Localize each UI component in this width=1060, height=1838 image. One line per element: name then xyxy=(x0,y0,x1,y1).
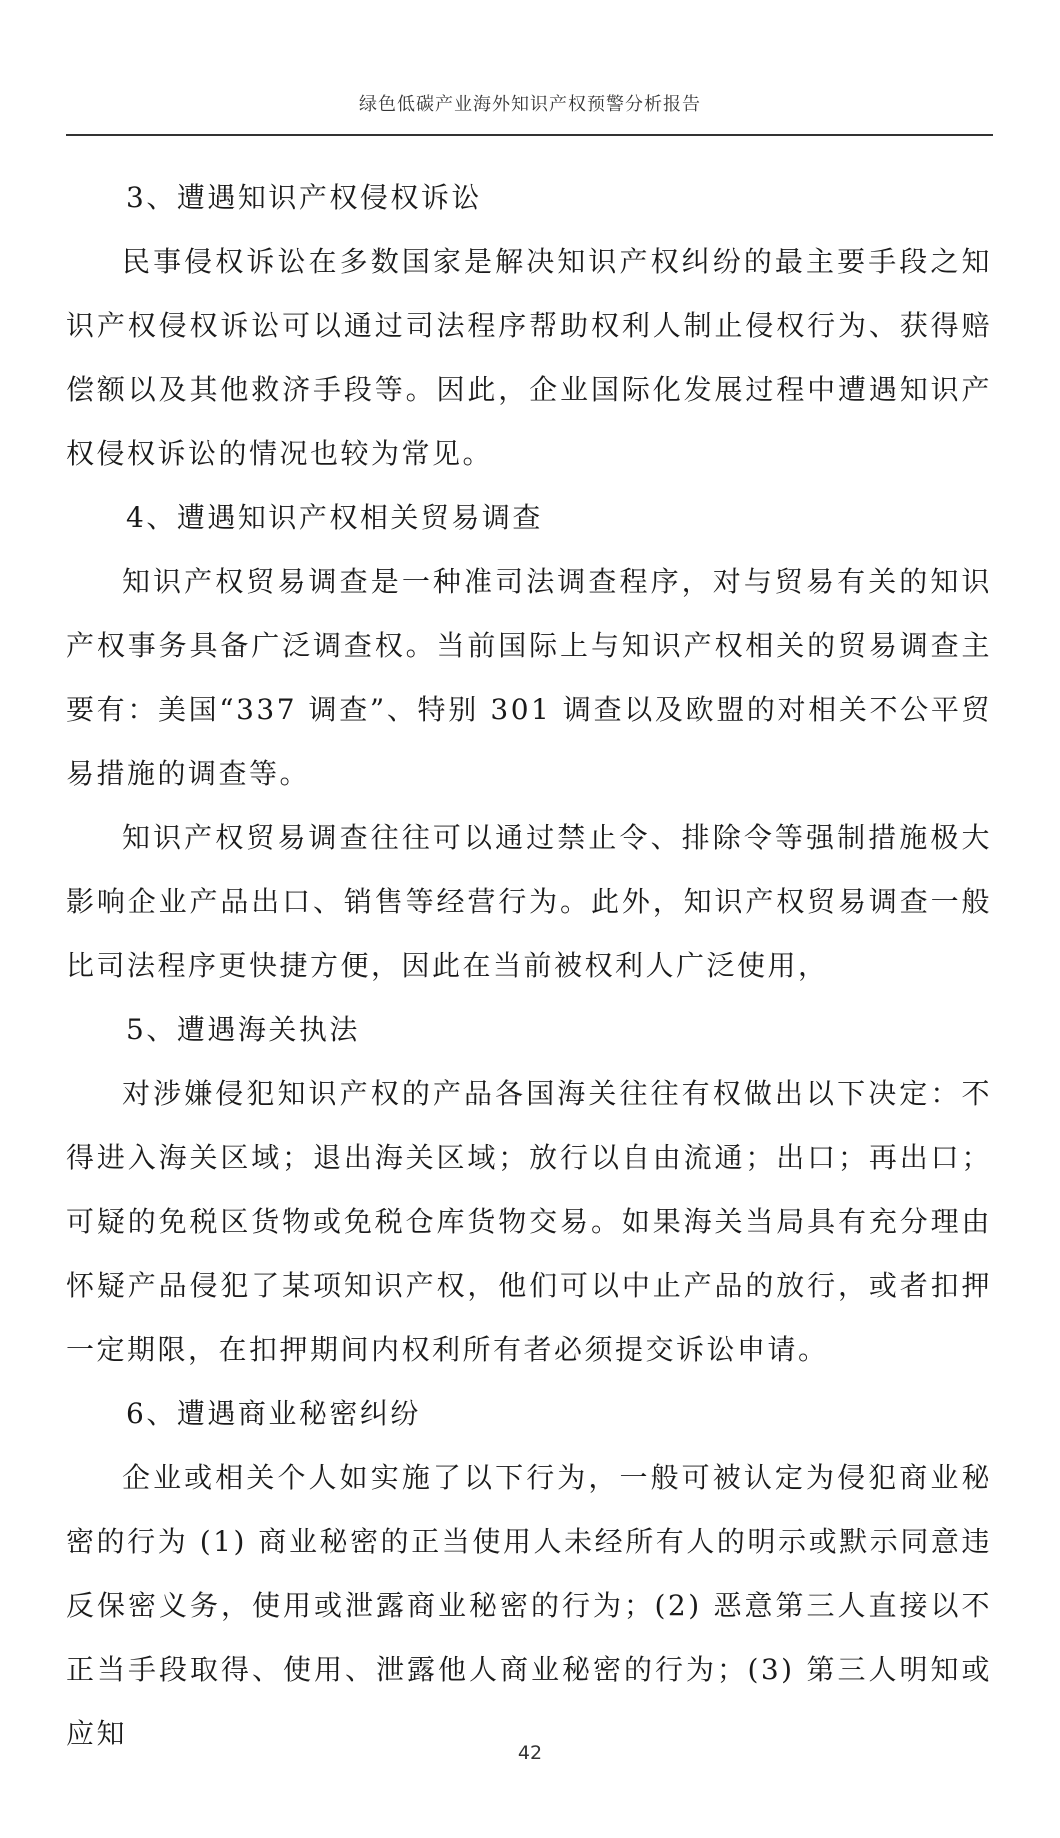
section-heading-3: 3、遭遇知识产权侵权诉讼 xyxy=(126,181,482,214)
header-rule xyxy=(66,134,993,136)
section-heading-6: 6、遭遇商业秘密纠纷 xyxy=(126,1397,421,1430)
body-text xyxy=(66,166,993,1766)
section-4-paragraph-1: 知识产权贸易调查是一种准司法调查程序，对与贸易有关的知识产权事务具备广泛调查权。当前国际上与知识产权相关的贸易调查主要有：美国“337 调查”、特别 301 调查以及欧盟的对相关不公平贸易措施的调查等。 xyxy=(66,565,992,790)
section-heading-5: 5、遭遇海关执法 xyxy=(126,1013,360,1046)
section-5-paragraph-1: 对涉嫌侵犯知识产权的产品各国海关往往有权做出以下决定：不得进入海关区域；退出海关区域；放行以自由流通；出口；再出口；可疑的免税区货物或免税仓库货物交易。如果海关当局具有充分理由怀疑产品侵犯了某项知识产权，他们可以中止产品的放行，或者扣押一定期限，在扣押期间内权利所有者必须提交诉讼申请。 xyxy=(66,1077,992,1366)
page-number: 42 xyxy=(517,1742,543,1764)
section-3-paragraph-1: 民事侵权诉讼在多数国家是解决知识产权纠纷的最主要手段之知识产权侵权诉讼可以通过司法程序帮助权利人制止侵权行为、获得赔偿额以及其他救济手段等。因此，企业国际化发展过程中遭遇知识产权侵权诉讼的情况也较为常见。 xyxy=(66,245,992,470)
section-4-paragraph-2: 知识产权贸易调查往往可以通过禁止令、排除令等强制措施极大影响企业产品出口、销售等经营行为。此外，知识产权贸易调查一般比司法程序更快捷方便，因此在当前被权利人广泛使用， xyxy=(66,821,992,982)
running-header: 绿色低碳产业海外知识产权预警分析报告 xyxy=(359,94,701,115)
section-heading-4: 4、遭遇知识产权相关贸易调查 xyxy=(126,501,543,534)
section-6-paragraph-1: 企业或相关个人如实施了以下行为，一般可被认定为侵犯商业秘密的行为 (1) 商业秘密的正当使用人未经所有人的明示或默示同意违反保密义务，使用或泄露商业秘密的行为；(2) 恶意第三人直接以不正当手段取得、使用、泄露他人商业秘密的行为；(3) 第三人明知或应知 xyxy=(66,1461,992,1750)
